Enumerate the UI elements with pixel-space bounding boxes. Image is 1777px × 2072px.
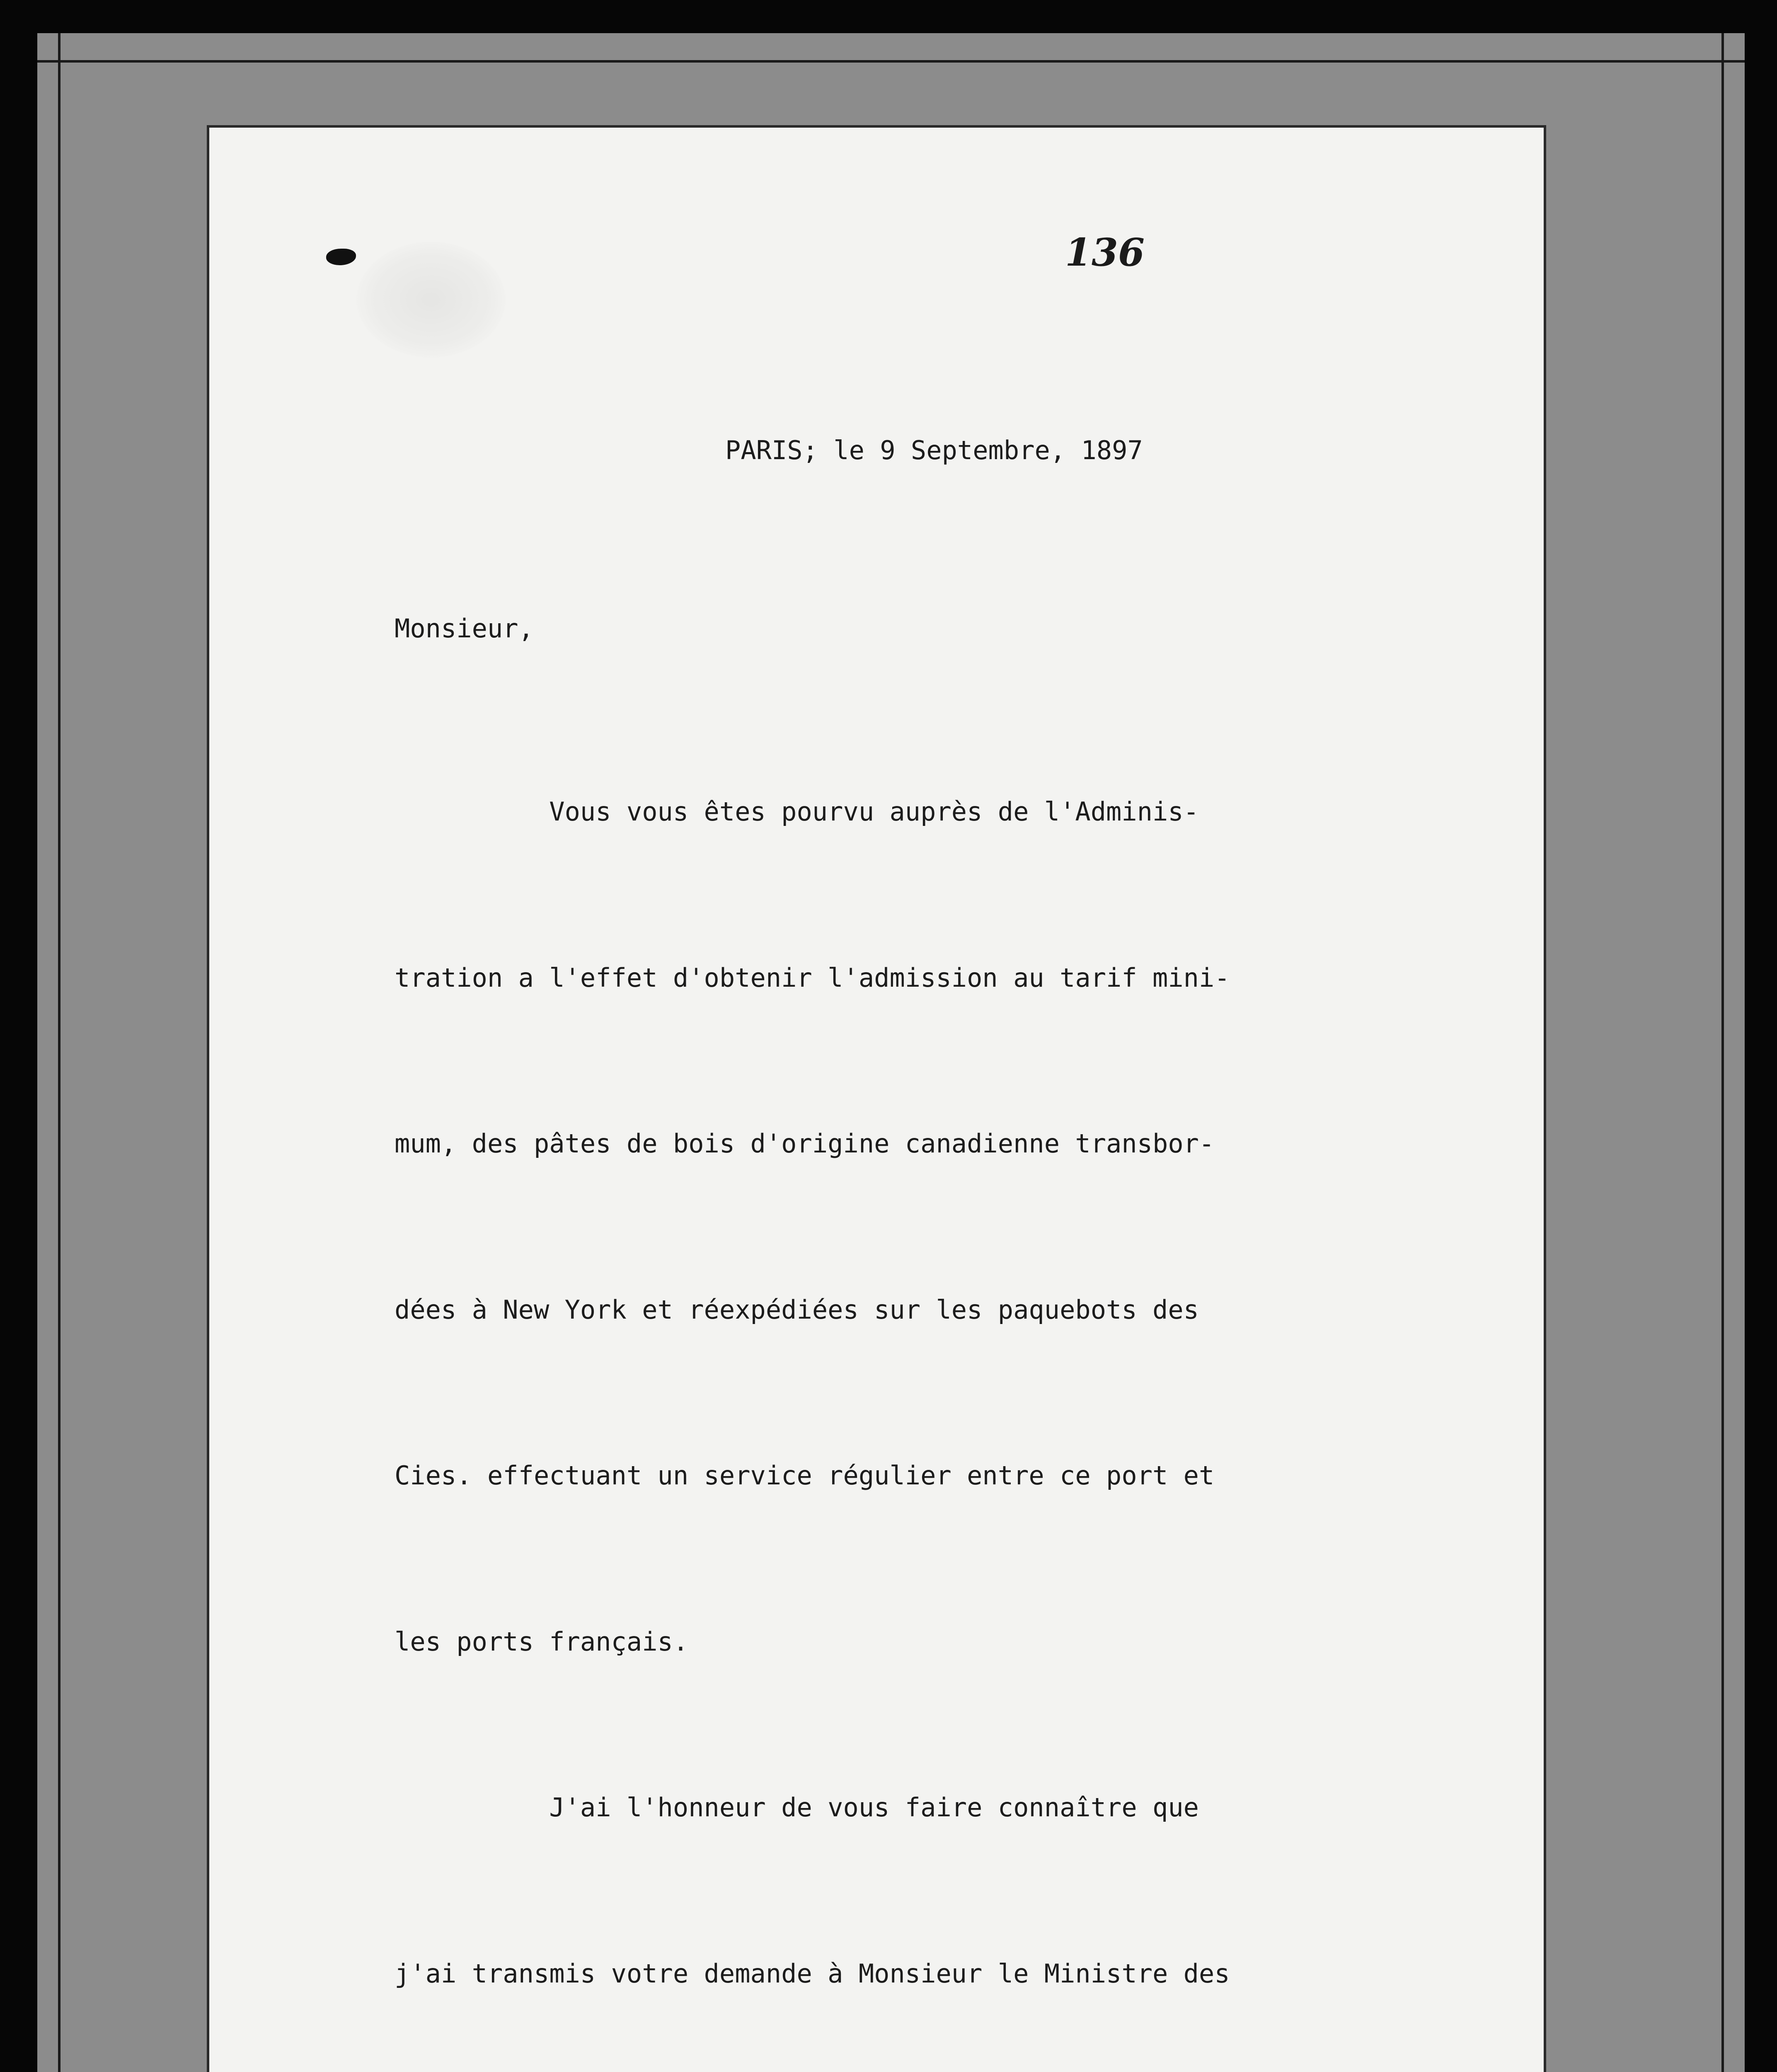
letter-body (395, 673, 1323, 2072)
mount-edge-right (1721, 33, 1724, 2072)
body-line: dées à New York et réexpédiées sur les paquebots des (395, 1294, 1199, 1325)
page-number: 136 (1065, 230, 1145, 275)
salutation: Monsieur, (395, 613, 534, 644)
body-line: tration a l'effet d'obtenir l'admission au tarif mini- (395, 962, 1230, 993)
embossed-seal (356, 242, 506, 358)
body-line: j'ai transmis votre demande à Monsieur le Ministre des (395, 1958, 1230, 1989)
mount-edge-left (58, 33, 61, 2072)
body-line: mum, des pâtes de bois d'origine canadienne transbor- (395, 1128, 1215, 1159)
dateline: PARIS; le 9 Septembre, 1897 (725, 435, 1143, 465)
body-line: les ports français. (395, 1626, 689, 1657)
mount-edge-top (37, 60, 1745, 63)
body-line: Vous vous êtes pourvu auprès de l'Adminis- (395, 796, 1199, 827)
ink-blot (326, 249, 356, 265)
body-line: Cies. effectuant un service régulier entre ce port et (395, 1460, 1215, 1491)
body-line: J'ai l'honneur de vous faire connaître que (395, 1792, 1199, 1823)
